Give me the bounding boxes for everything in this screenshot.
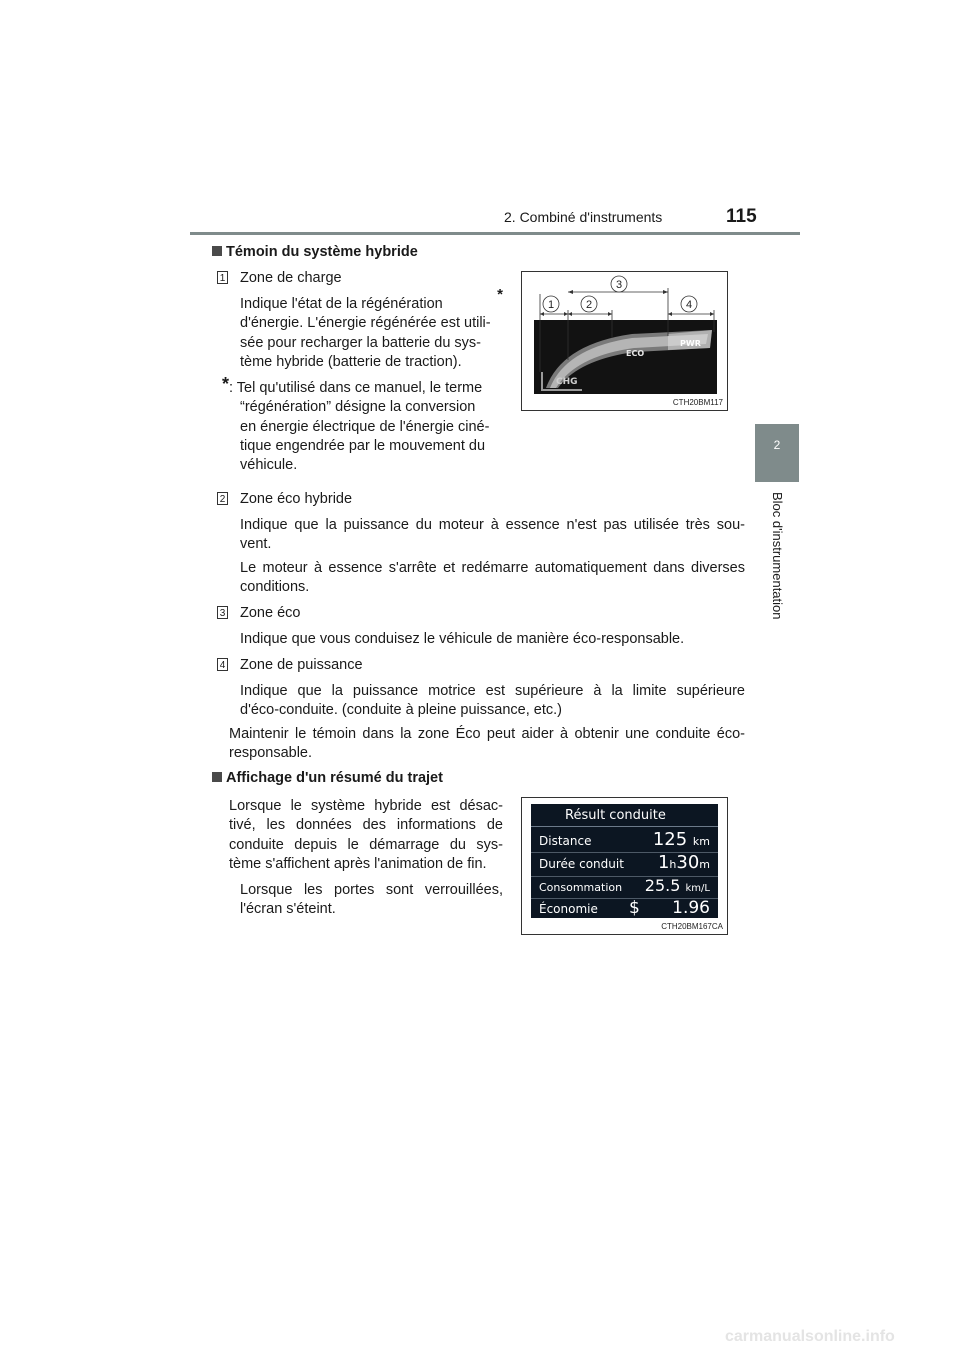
heading-text: Témoin du système hybride	[226, 244, 418, 260]
note-line: responsable.	[229, 745, 313, 762]
savings-label: Économie	[539, 902, 598, 916]
item1-desc-line: sée pour recharger la batterie du sys-	[240, 334, 481, 351]
item2-line: vent.	[240, 536, 272, 553]
item1-description	[240, 286, 503, 372]
footnote-mark: *	[222, 374, 230, 394]
figure-label-1: 1	[547, 299, 555, 311]
figure-code: CTH20BM117	[672, 398, 723, 407]
trip-title-divider	[531, 826, 718, 827]
consumption-unit: km/L	[685, 883, 710, 894]
distance-label: Distance	[539, 834, 592, 848]
footnote-line: “régénération” désigne la conversion	[240, 399, 476, 416]
duration-label: Durée conduit	[539, 857, 624, 871]
door-lock-paragraph	[240, 881, 503, 920]
eco-label: ECO	[626, 349, 645, 358]
header-rule	[190, 232, 800, 235]
item1-desc-line: tème hybride (batterie de traction).	[240, 353, 462, 370]
footnote-asterisk: *	[497, 286, 503, 303]
hybrid-indicator-illustration	[522, 272, 727, 410]
duration-minutes: 30	[676, 852, 700, 873]
item2-description-2	[240, 559, 745, 598]
duration-hours: 1	[657, 852, 670, 873]
chapter-number: 2	[773, 438, 781, 452]
item-number-2: 2	[217, 492, 228, 505]
hybrid-indicator-figure	[521, 271, 728, 411]
watermark: carmanualsonline.info	[725, 1328, 895, 1345]
duration-value-group	[658, 852, 710, 873]
footnote-line: en énergie électrique de l'énergie ciné-	[240, 418, 490, 435]
chapter-title: Bloc d'instrumentation	[770, 492, 785, 620]
footnote-line: véhicule.	[240, 457, 298, 474]
paragraph-line: conduite depuis le démarrage du sys-	[229, 836, 503, 853]
consumption-value-group	[645, 876, 710, 895]
section-heading-trip-summary	[212, 770, 443, 786]
item3-description: Indique que vous conduisez le véhicule de manière éco-responsable.	[240, 631, 685, 647]
item2-title: Zone éco hybride	[240, 491, 353, 507]
paragraph-line: l'écran s'éteint.	[240, 901, 336, 918]
paragraph-line: tème s'affichent après l'animation de fin.	[229, 855, 487, 872]
trip-summary-figure	[521, 797, 728, 935]
item4-line: d'éco-conduite. (conduite à pleine puissance, etc.)	[240, 702, 562, 719]
distance-unit: km	[692, 835, 710, 848]
footnote	[229, 379, 503, 475]
heading-square-icon	[212, 772, 222, 782]
item2-description	[240, 516, 745, 555]
figure-label-2: 2	[585, 299, 593, 311]
item1-desc-line: Indique l'état de la régénération	[240, 296, 443, 312]
item4-line: Indique que la puissance motrice est supérieure à la limite supérieure	[240, 683, 745, 699]
figure-label-4: 4	[685, 299, 693, 311]
chg-label: CHG	[556, 377, 578, 387]
note-line: Maintenir le témoin dans la zone Éco peut aider à obtenir une conduite éco-	[229, 726, 745, 742]
heading-square-icon	[212, 246, 222, 256]
figure-label-3: 3	[615, 279, 623, 291]
page-number: 115	[726, 206, 757, 227]
footnote-line: tique engendrée par le mouvement du	[240, 437, 486, 454]
savings-currency: $	[629, 898, 640, 918]
item-number-1: 1	[217, 271, 228, 284]
duration-minutes-unit: m	[699, 858, 710, 871]
item1-title: Zone de charge	[240, 270, 342, 286]
trip-summary-title: Résult conduite	[565, 808, 666, 823]
chapter-tab	[755, 424, 799, 482]
consumption-label: Consommation	[539, 881, 623, 894]
distance-value-group	[653, 829, 710, 850]
item4-description	[240, 682, 745, 721]
item2-line: conditions.	[240, 579, 310, 596]
heading-text: Affichage d'un résumé du trajet	[226, 770, 443, 786]
distance-value: 125	[652, 829, 688, 850]
savings-value: 1.96	[672, 898, 710, 918]
consumption-value: 25.5	[644, 876, 681, 895]
pwr-label: PWR	[680, 339, 701, 348]
figure-code: CTH20BM167CA	[661, 922, 723, 931]
item-number-3: 3	[217, 606, 228, 619]
item2-line: Indique que la puissance du moteur à essence n'est pas utilisée très sou-	[240, 517, 745, 533]
trip-summary-screen	[531, 804, 718, 918]
item-number-4: 4	[217, 658, 228, 671]
item1-desc-line: d'énergie. L'énergie régénérée est utili-	[240, 315, 491, 332]
footnote-line: : Tel qu'utilisé dans ce manuel, le terme	[229, 380, 483, 396]
eco-note	[229, 725, 745, 764]
paragraph-line: Lorsque le système hybride est désac-	[229, 798, 503, 814]
header-section-title: 2. Combiné d'instruments	[504, 209, 663, 225]
trip-summary-paragraph	[229, 797, 503, 874]
section-heading-hybrid-indicator	[212, 244, 418, 260]
item3-title: Zone éco	[240, 605, 301, 621]
paragraph-line: Lorsque les portes sont verrouillées,	[240, 882, 503, 898]
duration-hours-unit: h	[669, 858, 677, 871]
item2-line: Le moteur à essence s'arrête et redémarre automatiquement dans diverses	[240, 560, 745, 576]
item4-title: Zone de puissance	[240, 657, 363, 673]
paragraph-line: tivé, les données des informations de	[229, 817, 503, 834]
